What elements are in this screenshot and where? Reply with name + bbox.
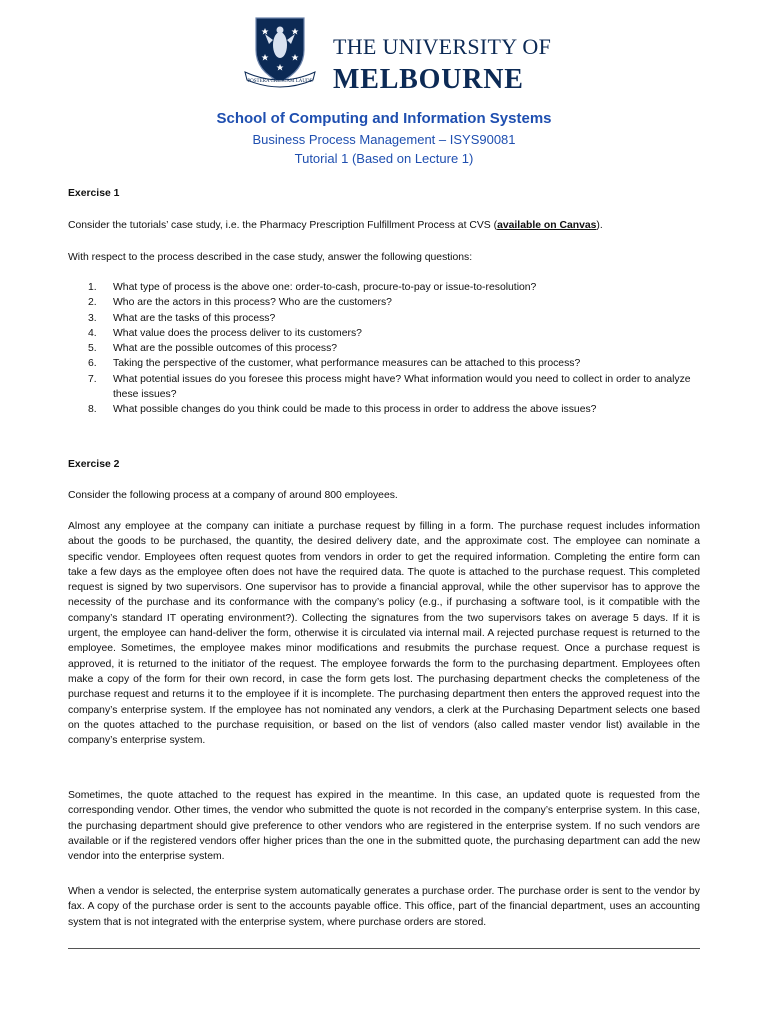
question-item [68, 311, 700, 326]
svg-text:POSTERA CRESCAM LAUDE: POSTERA CRESCAM LAUDE [247, 79, 313, 84]
exercise2-heading: Exercise 2 [68, 459, 120, 470]
question-number: 7. [88, 373, 97, 385]
question-text: What are the possible outcomes of this process? [113, 343, 338, 355]
question-item [68, 356, 700, 371]
question-number: 1. [88, 282, 97, 293]
exercise1-lead: With respect to the process described in the case study, answer the following questions: [68, 252, 473, 263]
exercise1-heading: Exercise 1 [68, 188, 120, 199]
exercise2-paragraph-1: Almost any employee at the company can initiate a purchase request by filling in a form. The purchase request includes information about the goods to be purchased, the quantity, the desired delivery date, and the approximate cost. The employee can nominate a specific vendor. Employees often request quotes from vendors in order to get the required information. Completing the entire form can take a few days as the employee often does not have the required data. The quote is attached to the purchase request. This completed request is signed by two supervisors. One supervisor has to provide a financial approval, while the other supervisor has to approve the necessity of the purchase and its conformance with the company’s policy (e.g., if purchasing a software tool, is it compatible with the company’s standard IT operating environment?). Collecting the signatures from the two supervisors takes on average 5 days. If it is urgent, the employee can hand-deliver the form, otherwise it is circulated via internal mail. A rejected purchase request is returned to the employee. Sometimes, the employee makes minor modifications and resubmits the purchase request. Once a purchase request is approved, it is returned to the initiator of the request. The employee forwards the form to the purchasing department. Employees often make a copy of the form for their own record, in case the form gets lost. The purchasing department checks the completeness of the purchase request and returns it to the employee if it is incomplete. The purchasing department then enters the approved request into the company’s enterprise system. If the employee has not nominated any vendors, a clerk at the Purchasing Department selects one based on the quotes attached to the purchase requisition, or based on the list of vendors (also called master vendor list) available in the company’s enterprise system. [68, 521, 700, 747]
university-name-line2: MELBOURNE [333, 64, 524, 95]
footer-divider [68, 948, 700, 949]
course-title: Business Process Management – ISYS90081 [252, 132, 516, 147]
question-item [68, 402, 700, 417]
exercise2-paragraph-3: When a vendor is selected, the enterprise system automatically generates a purchase order. The purchase order is sent to the vendor by fax. A copy of the purchase order is sent to the accounts payable office. This office, part of the financial department, uses an accounting system that is not integrated with the enterprise system, where purchase orders are stored. [68, 886, 700, 928]
question-text: What value does the process deliver to its customers? [113, 327, 362, 339]
university-header [243, 14, 552, 95]
exercise1-intro-after: ). [596, 220, 603, 231]
question-number: 2. [88, 297, 97, 309]
university-crest-logo [243, 14, 317, 90]
question-item [68, 295, 700, 310]
question-text: What type of process is the above one: order-to-cash, procure-to-pay or issue-to-resolution? [113, 282, 537, 293]
question-text: What are the tasks of this process? [113, 312, 276, 324]
question-number: 8. [88, 404, 97, 416]
exercise2-intro: Consider the following process at a company of around 800 employees. [68, 490, 398, 501]
question-text: What possible changes do you think could be made to this process in order to address the above issues? [113, 404, 597, 416]
question-item [68, 341, 700, 356]
question-item [68, 280, 700, 295]
question-number: 3. [88, 312, 97, 324]
exercise1-intro-before: Consider the tutorials’ case study, i.e. the Pharmacy Prescription Fulfillment Process at CVS ( [68, 220, 498, 231]
question-item [68, 326, 700, 341]
question-text: Taking the perspective of the customer, what performance measures can be attached to this process? [113, 358, 581, 370]
question-number: 4. [88, 327, 97, 339]
question-list [68, 280, 700, 418]
tutorial-title: Tutorial 1 (Based on Lecture 1) [294, 151, 474, 166]
question-item [68, 372, 700, 403]
exercise1-intro [68, 218, 700, 233]
university-name-line1: THE UNIVERSITY OF [333, 34, 552, 59]
canvas-link[interactable]: available on Canvas [497, 220, 597, 231]
question-number: 6. [88, 358, 97, 370]
question-number: 5. [88, 343, 97, 355]
question-text: What potential issues do you foresee this process might have? What information would you need to collect in order to analyze these issues? [113, 373, 691, 401]
school-title: School of Computing and Information Systems [216, 110, 552, 127]
question-text: Who are the actors in this process? Who are the customers? [113, 297, 392, 309]
exercise2-paragraph-2: Sometimes, the quote attached to the request has expired in the meantime. In this case, an updated quote is requested from the corresponding vendor. Other times, the vendor who submitted the quote is not recorded in the company’s enterprise system. In this case, the purchasing department should give preference to other vendors who are registered in the enterprise system. If no such vendors are available or if the registered vendors offer higher prices than the one in the submitted quote, the purchasing department can add the new vendor into the enterprise system. [68, 790, 700, 863]
